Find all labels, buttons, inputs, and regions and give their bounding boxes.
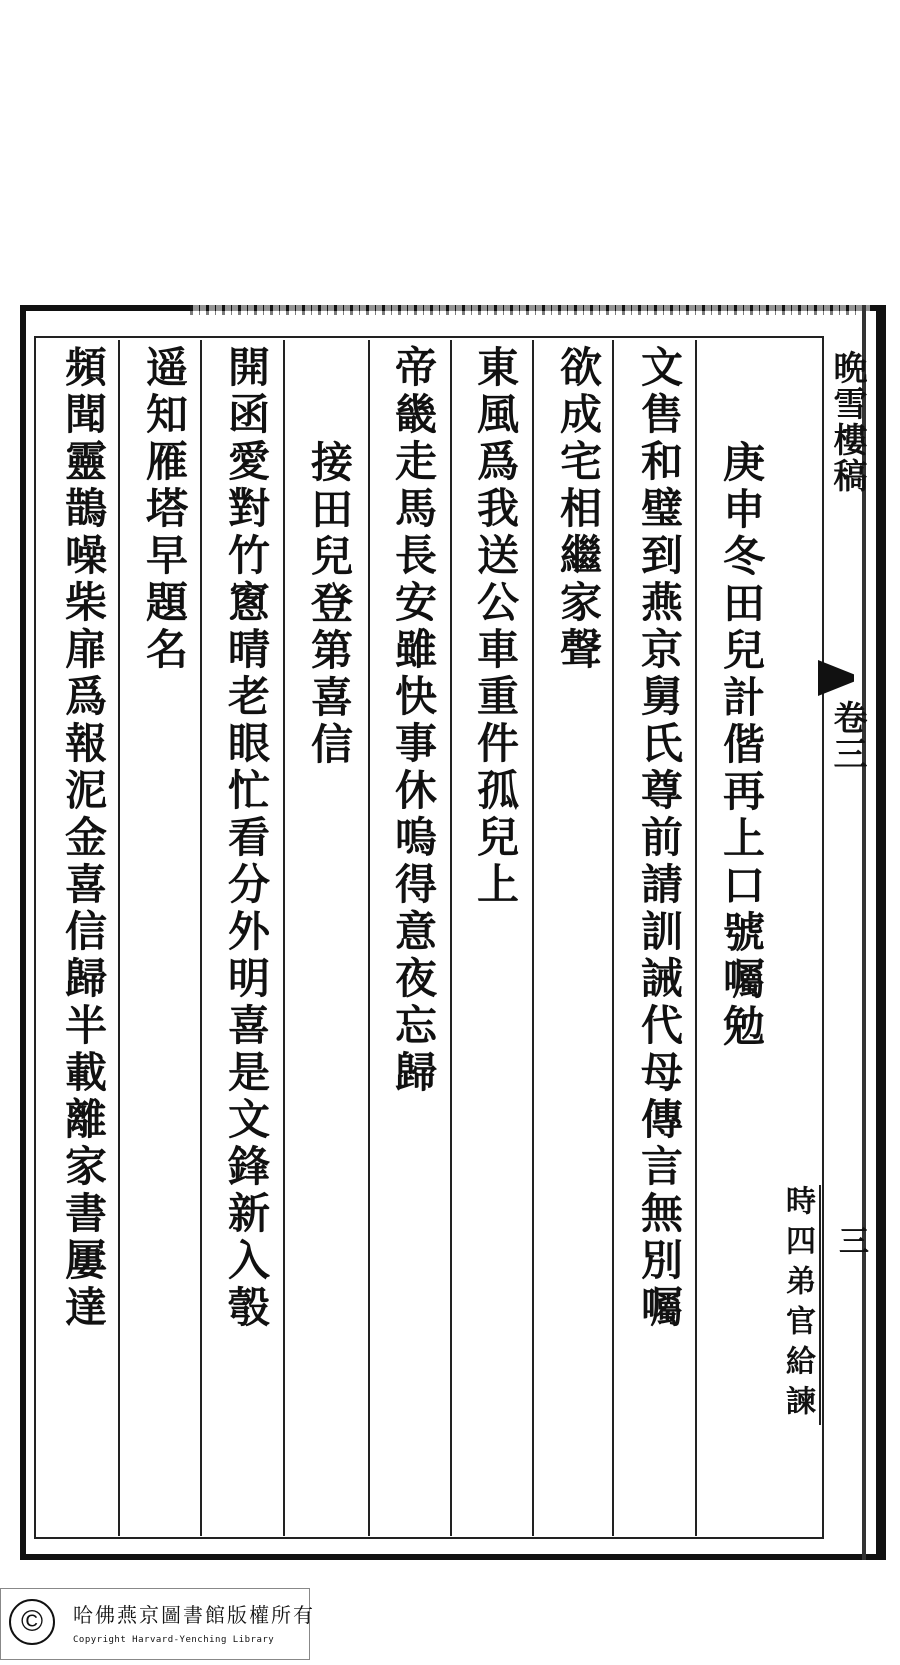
annotation-note: 時四弟官給諫 <box>775 1185 821 1425</box>
poem-line: 欲成宅相繼家聲 <box>554 345 603 674</box>
print-smudge <box>190 305 870 315</box>
column-divider <box>695 340 697 1536</box>
poem-title: 庚申冬田兒計偕再上口號囑勉 <box>717 440 766 1051</box>
column-divider <box>368 340 370 1536</box>
copyright-chinese: 哈佛燕京圖書館版權所有 <box>73 1603 315 1627</box>
poem-line: 開函愛對竹窻晴老眼忙看分外明喜是文鋒新入彀 <box>222 345 271 1332</box>
column-divider <box>200 340 202 1536</box>
column-divider <box>118 340 120 1536</box>
page-number: 三 <box>833 1225 868 1255</box>
poem-line: 文售和璧到燕京舅氏尊前請訓誡代母傳言無別囑 <box>635 345 684 1332</box>
column-divider <box>283 340 285 1536</box>
poem-title: 接田兒登第喜信 <box>305 440 354 769</box>
poem-line: 帝畿走馬長安雖快事休嗚得意夜忘歸 <box>389 345 438 1097</box>
poem-line: 東風爲我送公車重件孤兒上 <box>471 345 520 909</box>
poem-line: 頻聞靈鵲噪柴扉爲報泥金喜信歸半載離家書屢達 <box>59 345 108 1332</box>
column-divider <box>450 340 452 1536</box>
poem-line: 遥知雁塔早題名 <box>140 345 189 674</box>
gutter-edge <box>876 305 886 1560</box>
copyright-icon: © <box>9 1599 55 1645</box>
copyright-english: Copyright Harvard-Yenching Library <box>73 1635 275 1645</box>
copyright-stamp <box>0 1588 315 1660</box>
book-title: 晩雪樓稿 <box>827 350 867 494</box>
column-divider <box>532 340 534 1536</box>
column-divider <box>612 340 614 1536</box>
volume-label: 卷三 <box>827 700 867 772</box>
